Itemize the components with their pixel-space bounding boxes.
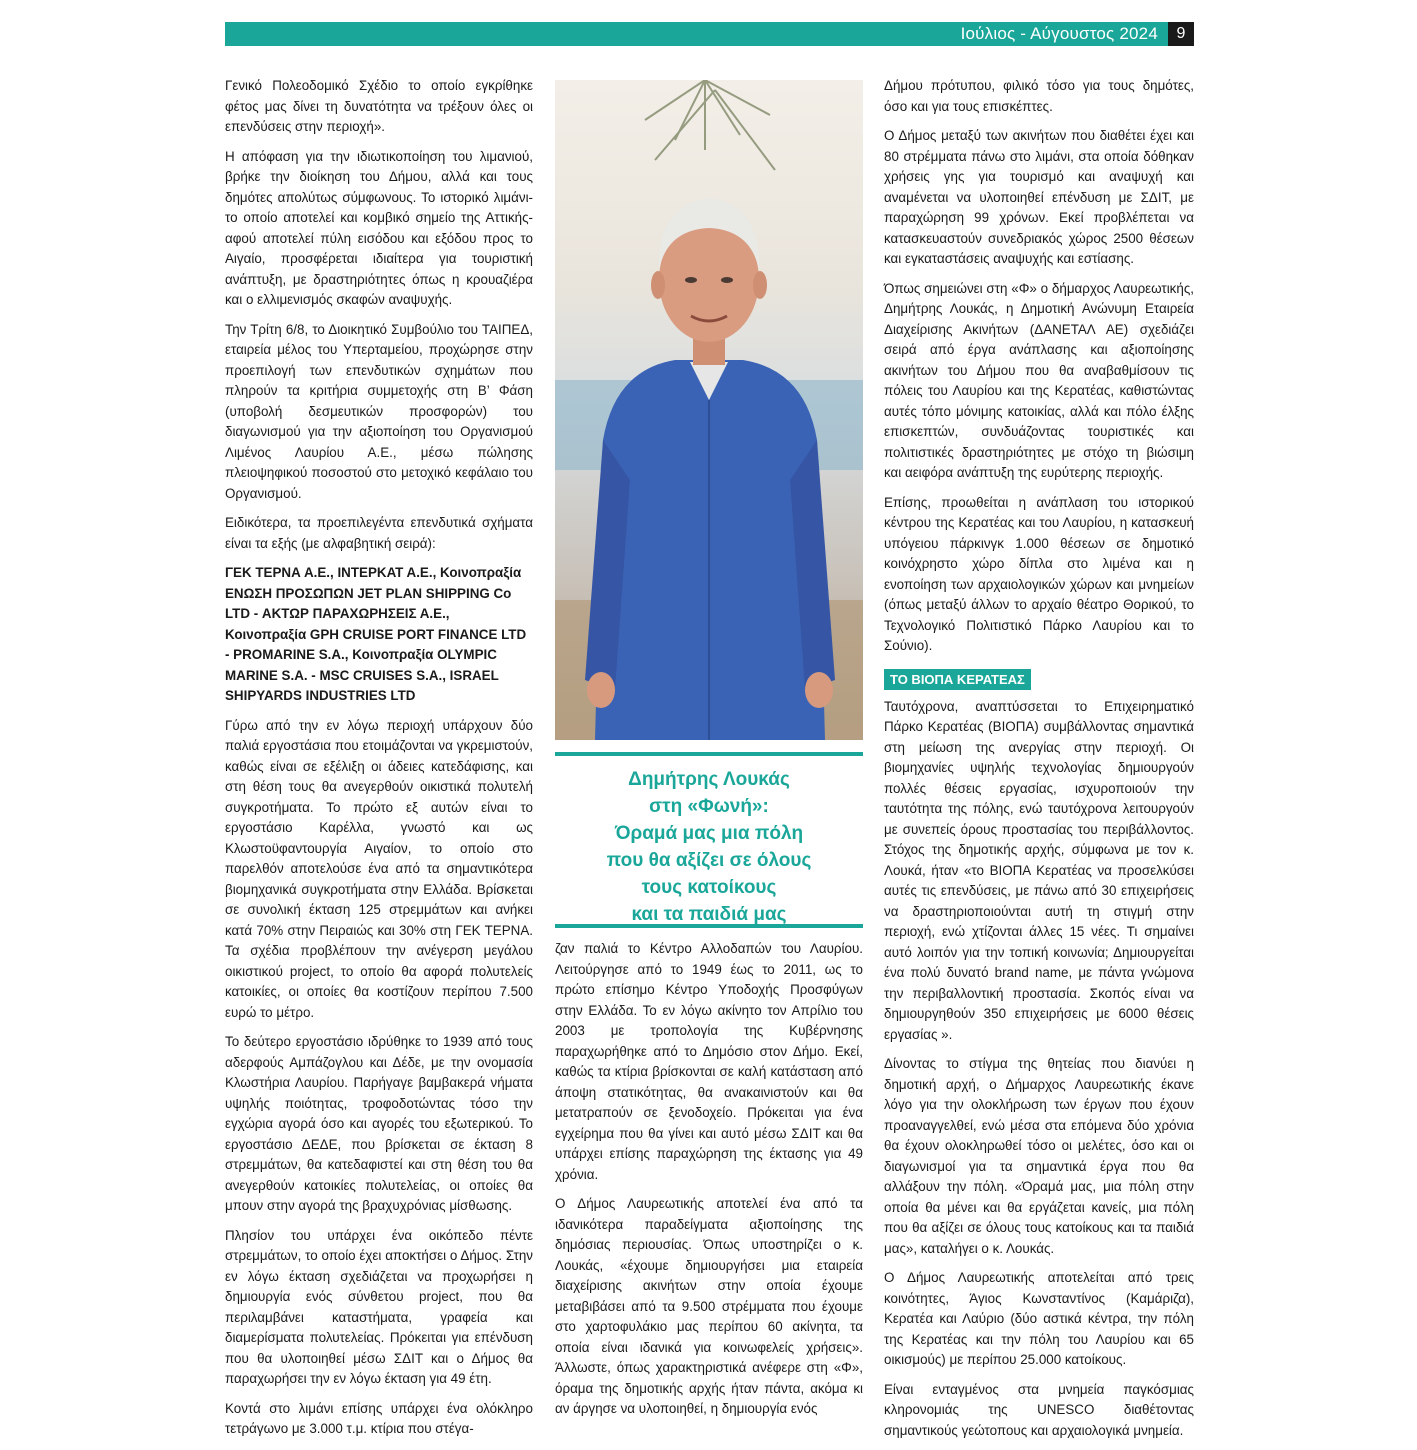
paragraph: Πλησίον του υπάρχει ένα οικόπεδο πέντε στρεμμάτων, το οποίο έχει αποκτήσει ο Δήμος. Στην εν λόγω έκταση σχεδιάζεται να προχωρήσει η δημιουργία ενός σύνθετου project, που θα περιλαμβάνει καταστήματα, γραφεία και διαμερίσματα πολυτελείας. Πρόκειται για επένδυση που θα υλοποιηθεί μέσω ΣΔΙΤ και ο Δήμος θα παραχωρήσει την εν λόγω έκταση για 49 έτη. — [225, 1227, 533, 1386]
quote-line: τους κατοίκους — [641, 877, 777, 898]
paragraph: Ταυτόχρονα, αναπτύσσεται το Επιχειρηματικό Πάρκο Κερατέας (ΒΙΟΠΑ) συμβάλλοντας σημαντικά στη μείωση της ανεργίας στην περιοχή. Οι βιομηχανίες υψηλής τεχνολογίας δημιουργούν πολλές θέσεις εργασίας, ισχυροποιούν την ταυτότητα της πόλης, ενώ ταυτόχρονα λειτουργούν με συνεπείς όρους προστασίας του περιβάλλοντος. Στόχος της δημοτικής αρχής, σύμφωνα με τον κ. Λουκά, ήταν «το ΒΙΟΠΑ Κερατέας να προσελκύσει αυτές τις επενδύσεις, με πάνω από 30 επιχειρήσεις να δραστηριοποιούνται αυτή τη στιγμή στην περιοχή, ενώ χτίζονται άλλες 15 νέες. Τι σημαίνει αυτό λοιπόν για την τοπική κοινωνία; Δημιουργείται ένα πολύ δυνατό brand name, με πάντα γνώμονα την περιβαλλοντική προστασία. Σκοπός είναι να δημιουργηθούν 350 επιχειρήσεις με 6000 θέσεις εργασίας ». — [884, 698, 1194, 1042]
paragraph: Ο Δήμος Λαυρεωτικής αποτελείται από τρεις κοινότητες, Άγιος Κωνσταντίνος (Καμάριζα), Κερατέα και Λαύριο (δύο αστικά κέντρα, την πόλη της Κερατέας και την πόλη του Λαυρίου και 65 οικισμούς) με περίπου 25.000 κατοίκους. — [884, 1270, 1194, 1367]
quote-line: στη «Φωνή»: — [649, 796, 769, 817]
investor-list: ΓΕΚ ΤΕΡΝΑ Α.Ε., ΙΝΤΕΡΚΑΤ Α.Ε., Κοινοπραξία ΕΝΩΣΗ ΠΡΟΣΩΠΩΝ JET PLAN SHIPPING Co LTD - ΑΚΤΩΡ ΠΑΡΑΧΩΡΗΣΕΙΣ Α.Ε., Κοινοπραξία GPH CRUISE PORT FINANCE LTD - PROMARINE S.A., Κοινοπραξία OLYMPIC MARINE S.A. - MSC CRUISES S.A., ISRAEL SHIPYARDS INDUSTRIES LTD — [225, 565, 527, 703]
quote-line: Όραμά μας μια πόλη — [614, 823, 804, 844]
portrait-illustration — [555, 80, 863, 740]
quote-line: Δημήτρης Λουκάς — [628, 769, 790, 790]
section-heading: ΤΟ ΒΙΟΠΑ ΚΕΡΑΤΕΑΣ — [884, 669, 1031, 690]
article-column-2 — [555, 939, 863, 1429]
paragraph: Ειδικότερα, τα προεπιλεγέντα επενδυτικά σχήματα είναι τα εξής (με αλφαβητική σειρά): — [225, 515, 533, 551]
quote-line: και τα παιδιά μας — [631, 904, 787, 925]
paragraph: Επίσης, προωθείται η ανάπλαση του ιστορικού κέντρου της Κερατέας και του Λαυρίου, η κατασκευή υπόγειου πάρκινγκ 1.000 θέσεων σε δημοτικό κοινόχρηστο χώρο δίπλα στο λιμένα και η ενοποίηση των αρχαιολογικών χώρων και μνημείων (όπως μεταξύ άλλων το αρχαίο θέατρο Θορικού, το Τεχνολογικό Πολιτιστικό Πάρκο Λαυρίου και το Σούνιο). — [884, 494, 1194, 653]
paragraph: Γενικό Πολεοδομικό Σχέδιο το οποίο εγκρίθηκε φέτος μας δίνει τη δυνατότητα να τρέξουν όλες οι επενδύσεις στην περιοχή». — [225, 78, 533, 134]
paragraph: Όπως σημειώνει στη «Φ» ο δήμαρχος Λαυρεωτικής, Δημήτρης Λουκάς, η Δημοτική Ανώνυμη Εταιρεία Διαχείρισης Ακινήτων (ΔΑΝΕΤΑΛ ΑΕ) σχεδιάζει σειρά από έργα ανάπλασης και αξιοποίησης ακινήτων του Δήμου που θα αναβαθμίσουν τις πόλεις του Λαυρίου και της Κερατέας, καθιστώντας αυτές τόπο μόνιμης κατοικίας, αλλά και πόλο έλξης επισκεπτών, συνδυάζοντας τουριστικές και πολιτιστικές δραστηριότητες με στόχο τη βιώσιμη και αειφόρα ανάπτυξη της ευρύτερης περιοχής. — [884, 280, 1194, 480]
page-number: 9 — [1168, 22, 1194, 46]
paragraph: Ο Δήμος Λαυρεωτικής αποτελεί ένα από τα ιδανικότερα παραδείγματα αξιοποίησης της δημόσιας περιουσίας. Όπως υποστηρίζει ο κ. Λουκάς, «έχουμε δημιουργήσει μια εταιρεία διαχείρισης ακινήτων στην οποία έχουμε μεταβιβάσει από τα 9.500 στρέμματα που έχουμε στο χαρτοφυλάκιο μας περίπου 60 ακίνητα, τα οποία είναι ιδανικά για κοινωφελείς χρήσεις». Άλλωστε, όπως χαρακτηριστικά ανέφερε στη «Φ», όραμα της δημοτικής αρχής ήταν πάντα, ακόμα κι αν άργησε να υλοποιηθεί, η δημιουργία ενός — [555, 1196, 863, 1416]
paragraph: Ο Δήμος μεταξύ των ακινήτων που διαθέτει έχει και 80 στρέμματα πάνω στο λιμάνι, στα οποία δόθηκαν χρήσεις γης για τουρισμό και αναψυχή και αναμένεται να υλοποιηθεί επένδυση με ΣΔΙΤ, με παραχώρηση 99 χρόνων. Εκεί προβλέπεται να κατασκευαστούν συνεδριακός χώρος 2500 θέσεων και εγκαταστάσεις αναψυχής και εστίασης. — [884, 128, 1194, 266]
article-column-3 — [884, 76, 1194, 1450]
paragraph: ζαν παλιά το Κέντρο Αλλοδαπών του Λαυρίου. Λειτούργησε από το 1949 έως το 2011, ως το πρώτο επίσημο Κέντρο Υποδοχής Προσφύγων στην Ελλάδα. Το εν λόγω ακίνητο τον Απρίλιο του 2003 με τροπολογία της Κυβέρνησης παραχωρήθηκε από το Δημόσιο στον Δήμο. Εκεί, καθώς τα κτίρια βρίσκονται σε καλή κατάσταση από άποψη στατικότητας, θα ανακαινιστούν και θα μετατραπούν σε ξενοδοχείο. Πρόκειται για ένα εγχείρημα που θα γίνει και αυτό μέσω ΣΔΙΤ και θα υπάρχει επίσης παραχώρηση της έκτασης για 49 χρόνια. — [555, 941, 863, 1182]
paragraph: Η απόφαση για την ιδιωτικοποίηση του λιμανιού, βρήκε την διοίκηση του Δήμου, αλλά και τους δημότες απολύτως σύμφωνους. Το ιστορικό λιμάνι- το οποίο αποτελεί και κομβικό σημείο της Αττικής- αφού αποτελεί πύλη εισόδου και εξόδου προς το Αιγαίο, προσφέρεται ιδιαίτερα για τουριστική ανάπτυξη, με δραστηριότητες όπως η κρουαζιέρα και ο ελλιμενισμός σκαφών αναψυχής. — [225, 148, 533, 307]
paragraph: Το δεύτερο εργοστάσιο ιδρύθηκε το 1939 από τους αδερφούς Αμπάζογλου και Δέδε, με την ονομασία Κλωστήρια Λαυρίου. Παρήγαγε βαμβακερά νήματα υψηλής ποιότητας, τροφοδοτώντας τόσο την εγχώρια αγορά όσο και αγορές του εξωτερικού. Το εργοστάσιο ΔΕΔΕ, που βρίσκεται σε έκταση 8 στρεμμάτων, θα κατεδαφιστεί και στη θέση του θα ανεγερθούν κατοικίες πολυτελείας, οι οποίες θα μπουν στην αγορά της βραχυχρόνιας μίσθωσης. — [225, 1034, 533, 1213]
header-bar — [225, 22, 1168, 46]
paragraph: Την Τρίτη 6/8, το Διοικητικό Συμβούλιο του ΤΑΙΠΕΔ, εταιρεία μέλος του Υπερταμείου, προχώρησε στην προεπιλογή των επενδυτικών σχημάτων που πληρούν τα κριτήρια συμμετοχής στη Β’ Φάση (υποβολή δεσμευτικών προσφορών) του διαγωνισμού για την αξιοποίηση του Οργανισμού Λιμένος Λαυρίου Α.Ε., μέσω πώλησης πλειοψηφικού ποσοστού στο μετοχικό κεφάλαιο του Οργανισμού. — [225, 321, 533, 501]
paragraph: Κοντά στο λιμάνι επίσης υπάρχει ένα ολόκληρο τετράγωνο με 3.000 τ.μ. κτίρια που στέγα- — [225, 1400, 533, 1436]
paragraph: Είναι ενταγμένος στα μνημεία παγκόσμιας κληρονομιάς της UNESCO διαθέτοντας σημαντικούς γεώτοπους και αρχαιολογικά μνημεία. — [884, 1381, 1194, 1438]
paragraph: Δίνοντας το στίγμα της θητείας που διανύει η δημοτική αρχή, ο Δήμαρχος Λαυρεωτικής έκανε λόγο για την ολοκλήρωση των έργων που έχουν προαναγγελθεί, ενώ μέσα στα επόμενα δύο χρόνια θα έχουν ολοκληρωθεί τόσο οι μελέτες, όσο και οι διαγωνισμοί για τα σημαντικά έργα που θα αλλάξουν την πόλη. «Όραμά μας, μια πόλη στην οποία θα μένει και θα εργάζεται κανείς, μια πόλη που θα αξίζει σε όλους τους κατοίκους και τα παιδιά μας», καταλήγει ο κ. Λουκάς. — [884, 1056, 1194, 1256]
paragraph: Γύρω από την εν λόγω περιοχή υπάρχουν δύο παλιά εργοστάσια που ετοιμάζονται να γκρεμιστούν, καθώς είναι σε εξέλιξη οι άδειες κατεδάφισης, και στη θέση τους θα ανεγερθούν οικιστικά πολυτελή συγκροτήματα. Το πρώτο εξ αυτών είναι το εργοστάσιο Καρέλλα, γνωστό και ως Κλωστοϋφαντουργία Αιγαίον, το οποίο στο παρελθόν αποτελούσε ένα από τα σημαντικότερα βιομηχανικά συγκροτήματα στην Ελλάδα. Βρίσκεται σε συνολική έκταση 125 στρεμμάτων και ανήκει κατά 70% στην Πειραιώς και 30% στη ΓΕΚ ΤΕΡΝΑ. Τα σχέδια προβλέπουν την ανέγερση μεγάλου οικιστικού project, το οποίο θα αφορά πολυτελείς κατοικίες, οι οποίες θα κοστίζουν περίπου 7.500 ευρώ το μέτρο. — [225, 717, 533, 1020]
issue-date: Ιούλιος - Αύγουστος 2024 — [960, 24, 1158, 43]
pull-quote — [555, 752, 863, 928]
article-column-1 — [225, 76, 533, 1449]
portrait-photo — [555, 80, 863, 740]
paragraph: Δήμου πρότυπου, φιλικό τόσο για τους δημότες, όσο και για τους επισκέπτες. — [884, 78, 1194, 114]
quote-line: που θα αξίζει σε όλους — [606, 850, 812, 871]
